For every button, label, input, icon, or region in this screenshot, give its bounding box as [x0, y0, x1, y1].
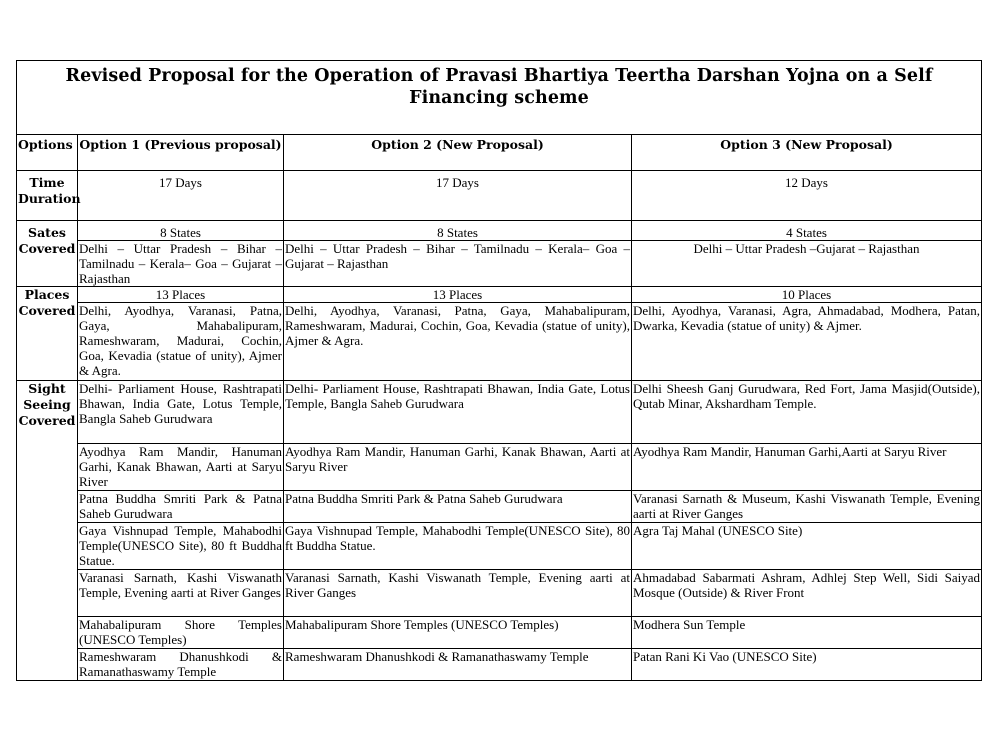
places-count-option-2: 13 Places [284, 287, 632, 303]
sightseeing-row-7-option-2: Rameshwaram Dhanushkodi & Ramanathaswamy Temple [284, 649, 632, 681]
places-list-option-1: Delhi, Ayodhya, Varanasi, Patna, Gaya, Mahabalipuram, Rameshwaram, Madurai, Cochin, Goa, Kevadia (statue of unity), Ajmer & Agra. [78, 303, 284, 381]
places-count-option-3: 10 Places [632, 287, 982, 303]
sightseeing-row-3-option-1: Patna Buddha Smriti Park & Patna Saheb Gurudwara [79, 491, 282, 521]
row-label-places: Places Covered [17, 287, 78, 381]
places-count-option-1: 13 Places [78, 287, 284, 303]
states-count-option-2: 8 States [284, 221, 632, 241]
sightseeing-row-2-option-1: Ayodhya Ram Mandir, Hanuman Garhi, Kanak Bhawan, Aarti at Saryu River [79, 444, 282, 489]
proposal-table [16, 60, 982, 681]
states-list-option-1: Delhi – Uttar Pradesh – Bihar – Tamilnadu – Kerala– Goa – Gujarat – Rajasthan [79, 241, 282, 286]
header-option-3: Option 3 (New Proposal) [632, 135, 982, 171]
sightseeing-row-2-option-3: Ayodhya Ram Mandir, Hanuman Garhi,Aarti at Saryu River [632, 444, 982, 491]
states-list-option-2: Delhi – Uttar Pradesh – Bihar – Tamilnadu – Kerala– Goa – Gujarat – Rajasthan [284, 241, 632, 287]
sightseeing-row-1-option-3: Delhi Sheesh Ganj Gurudwara, Red Fort, Jama Masjid(Outside), Qutab Minar, Akshardham Temple. [632, 381, 982, 444]
states-count-option-1: 8 States [78, 221, 284, 241]
document-title: Revised Proposal for the Operation of Pravasi Bhartiya Teertha Darshan Yojna on a Self Financing scheme [17, 61, 982, 135]
states-list-option-3: Delhi – Uttar Pradesh –Gujarat – Rajasthan [632, 241, 982, 287]
time-duration-option-2: 17 Days [284, 171, 632, 221]
sightseeing-row-3-option-3: Varanasi Sarnath & Museum, Kashi Viswanath Temple, Evening aarti at River Ganges [633, 491, 980, 521]
sightseeing-row-4-option-1: Gaya Vishnupad Temple, Mahabodhi Temple(UNESCO Site), 80 ft Buddha Statue. [79, 523, 282, 568]
sightseeing-row-6-option-2: Mahabalipuram Shore Temples (UNESCO Temples) [284, 617, 632, 649]
time-duration-option-1: 17 Days [78, 171, 284, 221]
header-options: Options [17, 135, 78, 171]
sightseeing-row-7-option-3: Patan Rani Ki Vao (UNESCO Site) [632, 649, 982, 681]
sightseeing-row-2-option-2: Ayodhya Ram Mandir, Hanuman Garhi, Kanak Bhawan, Aarti at Saryu River [284, 444, 632, 491]
places-list-option-2: Delhi, Ayodhya, Varanasi, Patna, Gaya, Mahabalipuram, Rameshwaram, Madurai, Cochin, Goa, Kevadia (statue of unity), Ajmer & Agra. [284, 303, 632, 381]
sightseeing-row-7-option-1: Rameshwaram Dhanushkodi & Ramanathaswamy Temple [79, 649, 282, 679]
sightseeing-row-1-option-1: Delhi- Parliament House, Rashtrapati Bhawan, India Gate, Lotus Temple, Bangla Saheb Gurudwara [78, 381, 284, 444]
sightseeing-row-4-option-2: Gaya Vishnupad Temple, Mahabodhi Temple(UNESCO Site), 80 ft Buddha Statue. [284, 523, 632, 570]
sightseeing-row-6-option-1: Mahabalipuram Shore Temples (UNESCO Temples) [79, 617, 282, 647]
sightseeing-row-4-option-3: Agra Taj Mahal (UNESCO Site) [632, 523, 982, 570]
header-option-2: Option 2 (New Proposal) [284, 135, 632, 171]
sightseeing-row-3-option-2: Patna Buddha Smriti Park & Patna Saheb Gurudwara [284, 491, 632, 523]
sightseeing-row-5-option-1: Varanasi Sarnath, Kashi Viswanath Temple, Evening aarti at River Ganges [78, 570, 284, 617]
row-label-states: Sates Covered [17, 221, 78, 287]
states-count-option-3: 4 States [632, 221, 982, 241]
row-label-sightseeing: Sight Seeing Covered [17, 381, 78, 681]
sightseeing-row-1-option-2: Delhi- Parliament House, Rashtrapati Bhawan, India Gate, Lotus Temple, Bangla Saheb Gurudwara [284, 381, 632, 444]
row-label-time-duration: Time Duration [17, 171, 78, 221]
header-option-1: Option 1 (Previous proposal) [78, 135, 284, 171]
sightseeing-row-6-option-3: Modhera Sun Temple [632, 617, 982, 649]
places-list-option-3: Delhi, Ayodhya, Varanasi, Agra, Ahmadabad, Modhera, Patan, Dwarka, Kevadia (statue of unity) & Ajmer. [632, 303, 982, 381]
sightseeing-row-5-option-3: Ahmadabad Sabarmati Ashram, Adhlej Step Well, Sidi Saiyad Mosque (Outside) & River Front [632, 570, 982, 617]
sightseeing-row-5-option-2: Varanasi Sarnath, Kashi Viswanath Temple, Evening aarti at River Ganges [284, 570, 632, 617]
time-duration-option-3: 12 Days [632, 171, 982, 221]
